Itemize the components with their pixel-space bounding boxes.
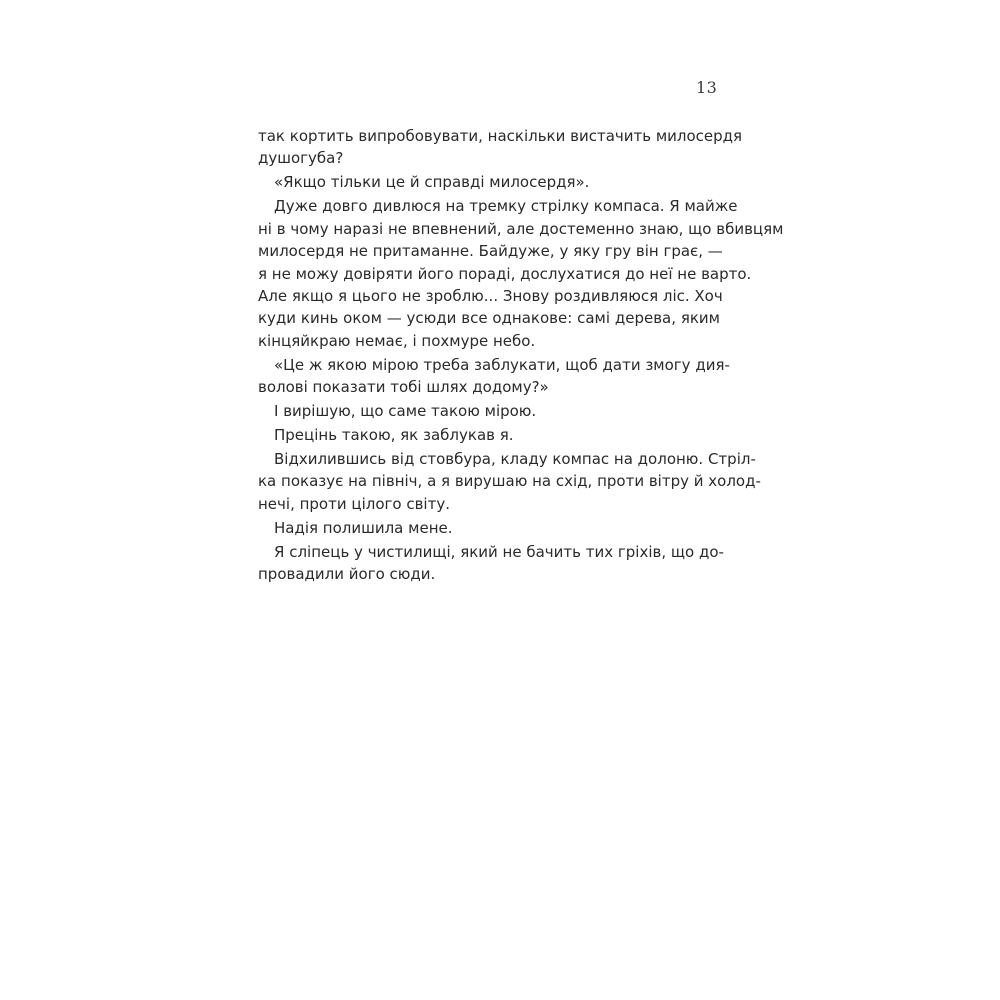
paragraph [258, 125, 743, 170]
text-line: ка показує на північ, а я вирушаю на схід, проти вітру й холод- [258, 472, 761, 491]
paragraph [258, 517, 720, 539]
text-line: Але якщо я цього не зроблю... Знову роздивляюся ліс. Хоч [258, 286, 723, 305]
text-line: Дуже довго дивлюся на тремку стрілку компаса. Я майже [274, 197, 738, 216]
body-text [258, 125, 784, 587]
text-line: провадили його сюди. [258, 565, 436, 584]
text-line: «Якщо тільки це й справді милосердя». [274, 173, 590, 192]
text-line: куди кинь оком — усюди все однакове: самі дерева, яким [258, 309, 720, 328]
text-line: Надія полишила мене. [274, 518, 453, 537]
paragraph [258, 171, 720, 193]
paragraph [258, 400, 720, 422]
paragraph [258, 424, 720, 446]
page-number: 13 [696, 78, 718, 97]
text-line: Прецінь такою, як заблукав я. [274, 426, 514, 445]
paragraph [258, 541, 724, 586]
text-line: «Це ж якою мірою треба заблукати, щоб дати змогу дия- [274, 355, 730, 374]
text-line: душогуба? [258, 149, 344, 168]
text-line: нечі, проти цілого світу. [258, 494, 450, 513]
paragraph [258, 448, 761, 515]
text-line: Відхилившись від стовбура, кладу компас на долоню. Стріл- [274, 450, 756, 469]
text-line: милосердя не притаманне. Байдуже, у яку гру він грає, — [258, 242, 723, 261]
text-line: Я сліпець у чистилищі, який не бачить тих гріхів, що до- [274, 542, 724, 561]
text-line: кінцяйкраю немає, і похмуре небо. [258, 331, 536, 350]
text-line: ні в чому наразі не впевнений, але достеменно знаю, що вбивцям [258, 219, 784, 238]
text-line: волові показати тобі шлях додому?» [258, 378, 549, 397]
text-line: так кортить випробовувати, наскільки вистачить милосердя [258, 127, 743, 145]
paragraph [258, 195, 784, 352]
text-line: я не можу довіряти його пораді, дослухатися до неї не варто. [258, 264, 752, 283]
text-line: І вирішую, що саме такою мірою. [274, 402, 537, 421]
paragraph [258, 354, 730, 399]
